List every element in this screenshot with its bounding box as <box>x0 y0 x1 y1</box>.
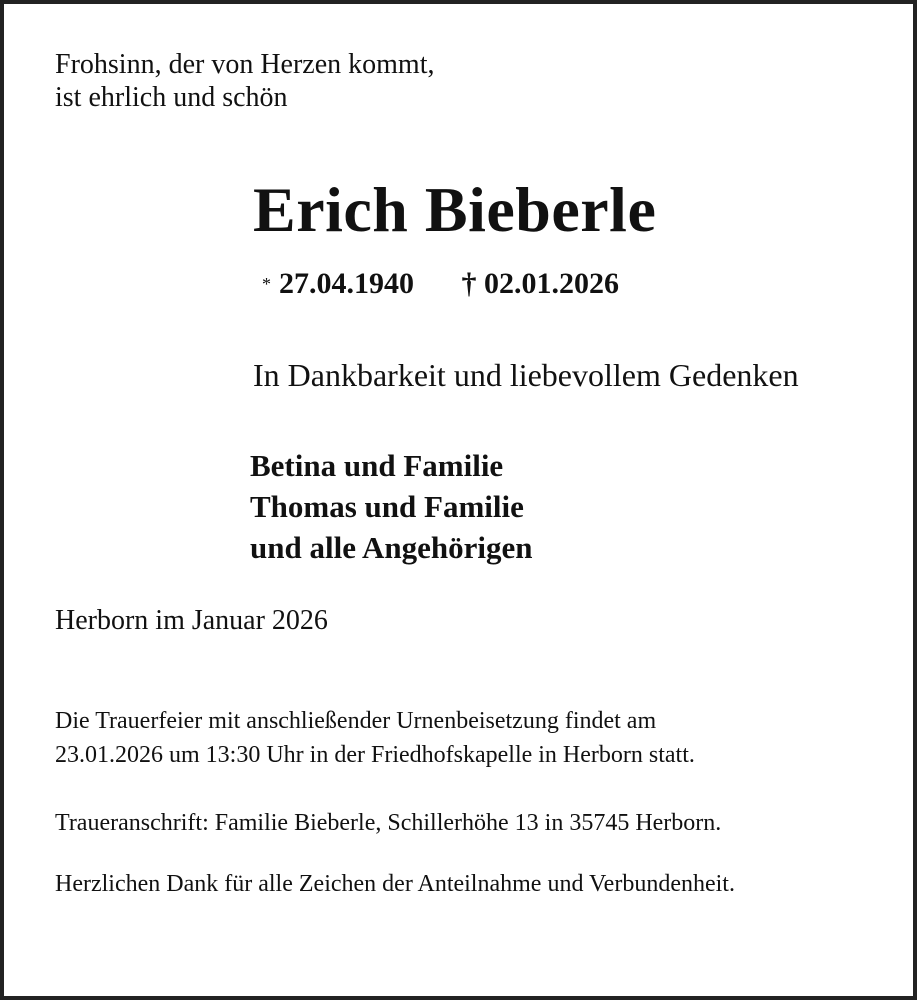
ceremony-line-1: Die Trauerfeier mit anschließender Urnenbeisetzung findet am <box>55 708 657 734</box>
death-symbol: † <box>461 267 477 300</box>
mourning-address: Traueranschrift: Familie Bieberle, Schillerhöhe 13 in 35745 Herborn. <box>55 810 722 836</box>
birth-date: 27.04.1940 <box>279 267 414 300</box>
thanks-note: Herzlichen Dank für alle Zeichen der Anteilnahme und Verbundenheit. <box>55 871 735 897</box>
motto-line-1: Frohsinn, der von Herzen kommt, <box>55 49 435 80</box>
ceremony-line-2: 23.01.2026 um 13:30 Uhr in der Friedhofskapelle in Herborn statt. <box>55 742 695 768</box>
ceremony-info <box>55 704 695 772</box>
birth-symbol: * <box>262 274 271 294</box>
motto-line-2: ist ehrlich und schön <box>55 82 288 113</box>
life-dates <box>262 265 619 303</box>
dedication-text: In Dankbarkeit und liebevollem Gedenken <box>253 357 799 393</box>
mourner-line: und alle Angehörigen <box>250 530 533 565</box>
deceased-name: Erich Bieberle <box>253 174 657 245</box>
death-date: 02.01.2026 <box>484 267 619 300</box>
mourners-list <box>250 445 533 568</box>
mourner-line: Thomas und Familie <box>250 489 524 524</box>
motto-verse <box>55 48 435 114</box>
place-date: Herborn im Januar 2026 <box>55 605 328 636</box>
mourner-line: Betina und Familie <box>250 448 504 483</box>
